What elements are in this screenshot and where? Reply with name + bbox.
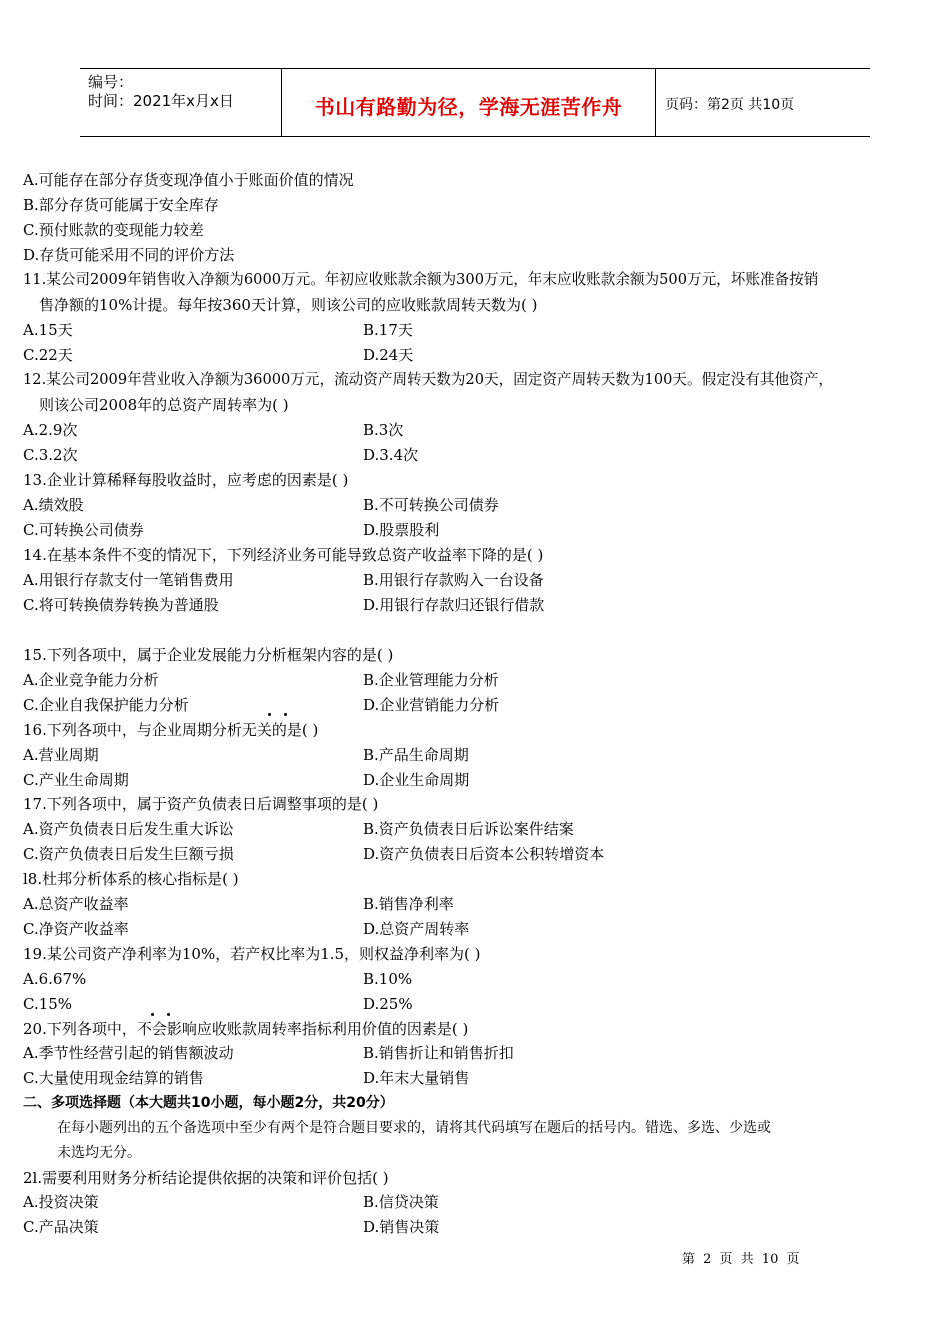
option-d: D.销售决策: [363, 1218, 440, 1236]
section-heading: 二、多项选择题（本大题共10小题，每小题2分，共20分）: [23, 1095, 394, 1111]
option-c: C.产品决策: [23, 1218, 99, 1236]
question-12-stem-cont: 则该公司2008年的总资产周转率为( ): [39, 396, 289, 414]
option-d: D.资产负债表日后资本公积转增资本: [363, 845, 605, 863]
option-c: C.产业生命周期: [23, 771, 129, 789]
option-c: C.3.2次: [23, 446, 78, 464]
question-18-stem: l8.杜邦分析体系的核心指标是( ): [23, 870, 239, 888]
option-b: B.销售净利率: [363, 895, 454, 913]
option-d: D.年末大量销售: [363, 1069, 470, 1087]
option-line: C.预付账款的变现能力较差: [23, 221, 204, 239]
option-c: C.22天: [23, 346, 73, 364]
option-d: D.用银行存款归还银行借款: [363, 596, 545, 614]
option-c: C.可转换公司债券: [23, 521, 144, 539]
emphasis-dot: [151, 1013, 154, 1016]
option-d: D.企业营销能力分析: [363, 696, 500, 714]
option-d: D.总资产周转率: [363, 920, 470, 938]
emphasis-dot: [167, 1013, 170, 1016]
option-a: A.15天: [23, 321, 73, 339]
question-11-stem: 11.某公司2009年销售收入净额为6000万元。年初应收账款余额为300万元，年末应收账款余额为500万元，坏账准备按销: [23, 271, 819, 288]
question-11-stem-cont: 售净额的10%计提。每年按360天计算，则该公司的应收账款周转天数为( ): [39, 296, 538, 314]
option-a: A.企业竞争能力分析: [23, 671, 159, 689]
serial-label: 编号：: [88, 73, 134, 91]
option-a: A.2.9次: [23, 421, 78, 439]
option-c: C.净资产收益率: [23, 920, 129, 938]
header-motto: 书山有路勤为径，学海无涯苦作舟: [314, 95, 623, 119]
section-instructions-cont: 未选均无分。: [57, 1145, 141, 1161]
question-15-stem: 15.下列各项中，属于企业发展能力分析框架内容的是( ): [23, 646, 394, 664]
option-a: A.季节性经营引起的销售额波动: [23, 1044, 234, 1062]
option-b: B.10%: [363, 970, 413, 988]
question-14-stem: 14.在基本条件不变的情况下，下列经济业务可能导致总资产收益率下降的是( ): [23, 546, 544, 564]
option-b: B.产品生命周期: [363, 746, 469, 764]
option-a: A.6.67%: [23, 970, 87, 988]
page-header: [80, 68, 870, 137]
option-c: C.15%: [23, 995, 73, 1013]
option-d: D.24天: [363, 346, 414, 364]
section-instructions: 在每小题列出的五个备选项中至少有两个是符合题目要求的，请将其代码填写在题后的括号内。错选、多选、少选或: [57, 1120, 771, 1136]
option-a: A.用银行存款支付一笔销售费用: [23, 571, 234, 589]
question-20-stem: 20.下列各项中，不会影响应收账款周转率指标利用价值的因素是( ): [23, 1020, 469, 1038]
option-d: D.3.4次: [363, 446, 419, 464]
option-b: B.销售折让和销售折扣: [363, 1044, 514, 1062]
option-d: D.企业生命周期: [363, 771, 470, 789]
option-b: B.信贷决策: [363, 1193, 439, 1211]
question-16-stem: 16.下列各项中，与企业周期分析无关的是( ): [23, 721, 319, 739]
option-line: A.可能存在部分存货变现净值小于账面价值的情况: [23, 171, 354, 189]
emphasis-dot: [284, 713, 287, 716]
header-meta: [88, 73, 234, 111]
option-line: D.存货可能采用不同的评价方法: [23, 246, 235, 264]
option-c: C.企业自我保护能力分析: [23, 696, 189, 714]
option-c: C.资产负债表日后发生巨额亏损: [23, 845, 234, 863]
question-19-stem: 19.某公司资产净利率为10%，若产权比率为1.5，则权益净利率为( ): [23, 945, 481, 963]
option-d: D.25%: [363, 995, 413, 1013]
option-b: B.资产负债表日后诉讼案件结案: [363, 820, 574, 838]
option-a: A.绩效股: [23, 496, 84, 514]
question-12-stem: 12.某公司2009年营业收入净额为36000万元，流动资产周转天数为20天，固定资产周转天数为100天。假定没有其他资产，: [23, 371, 833, 388]
question-17-stem: 17.下列各项中，属于资产负债表日后调整事项的是( ): [23, 795, 379, 813]
option-a: A.总资产收益率: [23, 895, 129, 913]
question-13-stem: 13.企业计算稀释每股收益时，应考虑的因素是( ): [23, 471, 349, 489]
option-b: B.17天: [363, 321, 413, 339]
header-page-info: 页码：第2页 共10页: [665, 97, 795, 113]
option-a: A.投资决策: [23, 1193, 99, 1211]
option-d: D.股票股利: [363, 521, 440, 539]
option-line: B.部分存货可能属于安全库存: [23, 196, 219, 214]
option-b: B.企业管理能力分析: [363, 671, 499, 689]
option-a: A.营业周期: [23, 746, 99, 764]
option-c: C.大量使用现金结算的销售: [23, 1069, 204, 1087]
page-footer: 第 2 页 共 10 页: [682, 1252, 800, 1267]
option-b: B.不可转换公司债券: [363, 496, 499, 514]
question-21-stem: 2l.需要利用财务分析结论提供依据的决策和评价包括( ): [23, 1169, 389, 1187]
time-label: 时间：2021年x月x日: [88, 92, 234, 110]
option-b: B.用银行存款购入一台设备: [363, 571, 544, 589]
option-c: C.将可转换债券转换为普通股: [23, 596, 219, 614]
header-divider: [655, 69, 656, 136]
emphasis-dot: [268, 713, 271, 716]
option-a: A.资产负债表日后发生重大诉讼: [23, 820, 234, 838]
option-b: B.3次: [363, 421, 404, 439]
